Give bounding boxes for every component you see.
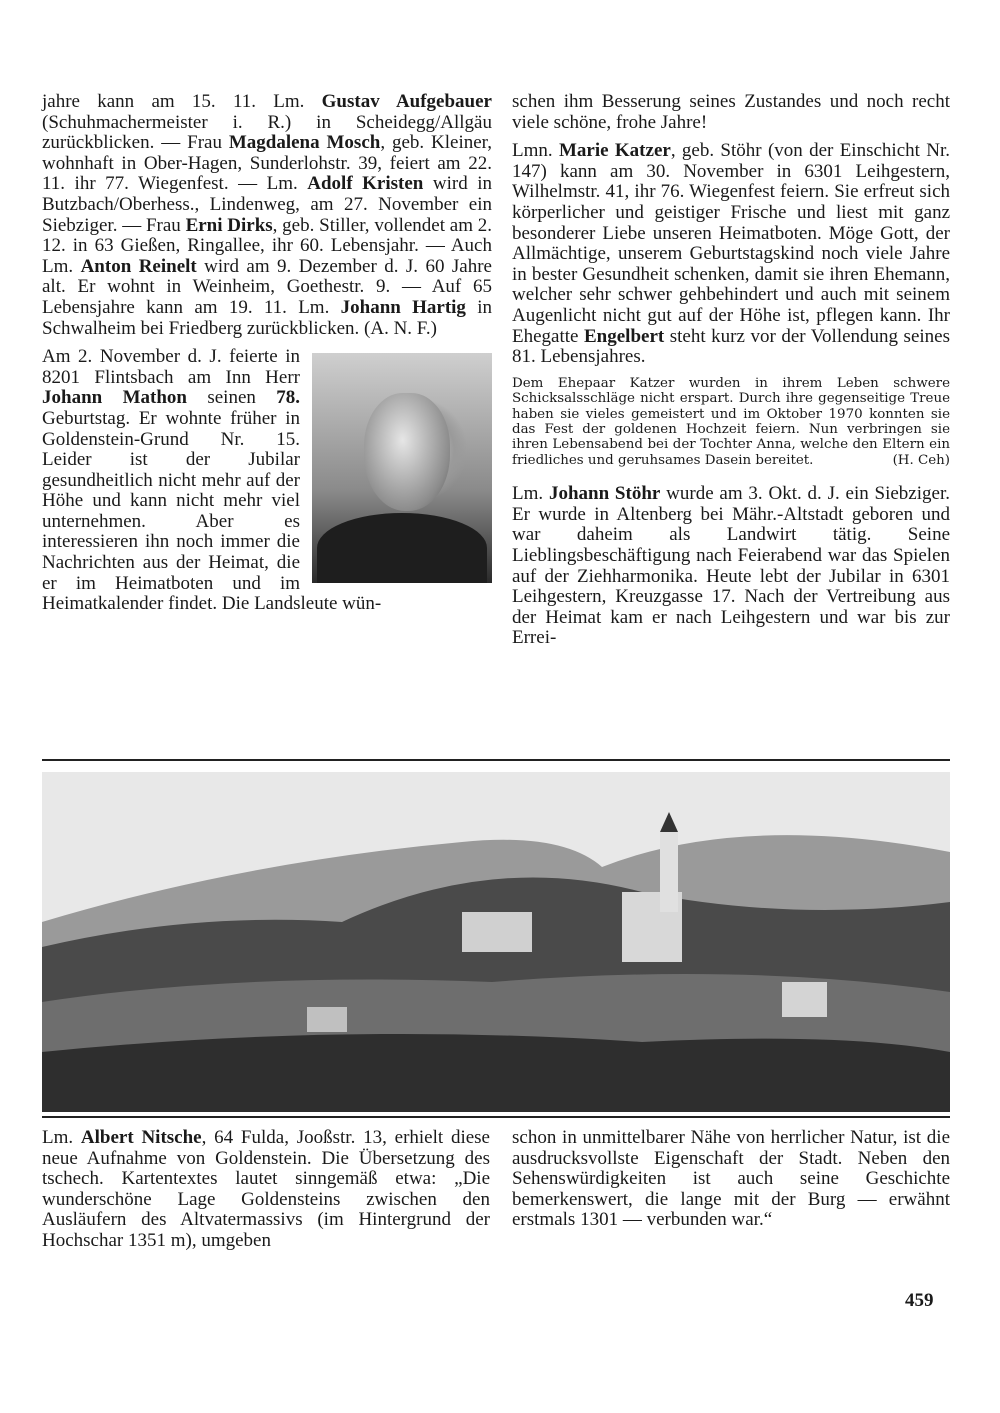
person-name: Johann Hartig <box>340 296 466 318</box>
text-segment: jahre kann am 15. 11. Lm. <box>42 91 322 112</box>
text-segment: wurde am 3. Okt. d. J. ein Siebziger. Er wurde in Altenberg bei Mähr.-Altstadt geboren und war daheim als Landwirt tätig. Seine Lieblingsbeschäftigung nach Feierabend war das Spielen auf der Ziehharmonika. Heute lebt der Jubilar in 6301 Leihgestern, Kreuzgasse 17. Nach der Vertreibung aus der Heimat kam er nach Leihgestern und war bis zur Errei- <box>512 483 950 649</box>
caption-paragraph <box>512 1128 950 1231</box>
article-paragraph <box>512 92 950 133</box>
text-segment: Lmn. <box>512 140 559 162</box>
portrait-photo-johann-mathon <box>312 353 492 583</box>
landscape-photo-goldenstein <box>42 772 950 1112</box>
text-segment: , geb. Stöhr (von der Einschicht Nr. 147) kann am 30. November in 6301 Leihgestern, Wilhelmstr. 41, ihr 76. Wiegenfest feiern. Sie erfreut sich körperlicher und geistiger Frische und liest mit ganz besonderer Liebe unseren Heimatboten. Möge Gott, der Allmächtige, unserem Geburtstagskind noch viele Jahre in bester Gesundheit schenken, damit sie ihren Ehemann, welcher sehr schwer gehbehindert und auch mit seinem Augenlicht nicht gut auf der Höhe ist, pflegen kann. Ihr Ehegatte <box>512 140 950 347</box>
person-name: Johann Mathon <box>42 387 187 409</box>
caption-paragraph <box>42 1128 490 1252</box>
photo-caption-left <box>42 1128 490 1260</box>
text-segment: , geb. Kleiner, wohnhaft in Ober-Hagen, Sunderlohstr. 39, feiert am 22. 11. ihr 77. Wiegenfest. — Lm. <box>42 132 492 195</box>
person-name: Anton Reinelt <box>80 255 197 277</box>
text-segment: steht kurz vor der Vollendung seines 81. Lebensjahres. <box>512 325 950 368</box>
person-name: Adolf Kristen <box>307 173 424 195</box>
person-name: Erni Dirks <box>185 214 273 236</box>
person-name: Johann Stöhr <box>548 483 661 505</box>
person-name: Marie Katzer <box>558 140 671 162</box>
note-text: Dem Ehepaar Katzer wurden in ihrem Leben schwere Schicksalsschläge nicht erspart. Durch ihre gegenseitige Treue haben sie vieles gemeistert und im Oktober 1970 konnten sie das Fest der goldenen Hochzeit feiern. Nun verbringen sie ihren Lebensabend bei der Tochter Anna, welche den Eltern ein friedliches und geruhsames Dasein bereitet. <box>512 375 950 468</box>
right-column <box>512 92 950 657</box>
person-name: Albert Nitsche <box>80 1127 202 1148</box>
text-segment: wird am 9. Dezember d. J. 60 Jahre alt. Er wohnt in Weinheim, Goethestr. 9. — Auf 65 Lebensjahre kann am 19. 11. Lm. <box>42 255 492 318</box>
article-paragraph <box>512 141 950 368</box>
divider-rule <box>42 759 950 761</box>
person-name: 78. <box>276 387 300 409</box>
article-paragraph <box>42 92 492 339</box>
editor-note <box>512 376 950 468</box>
text-segment: Geburtstag. Er wohnte früher in Goldenstein-Grund Nr. 15. Leider ist der Jubilar gesundheitlich nicht mehr auf der Höhe und kann nicht mehr viel unternehmen. Aber es interessieren ihn noch immer die Nachrichten aus der Heimat, die er im Heimatboten und im Heimatkalender findet. Die Landsleute wün- <box>42 407 382 615</box>
text-segment: Lm. <box>512 483 549 505</box>
photo-caption-right <box>512 1128 950 1239</box>
text-segment: Lm. <box>42 1127 81 1148</box>
divider-rule <box>42 1116 950 1118</box>
text-segment: (Schuhmachermeister i. R.) in Scheidegg/Allgäu zurückblicken. — Frau <box>42 111 492 154</box>
person-name: Gustav Aufgebauer <box>321 91 492 112</box>
left-column <box>42 92 492 623</box>
article-paragraph <box>512 484 950 649</box>
text-segment: Am 2. November d. J. feierte in 8201 Flintsbach am Inn Herr <box>42 346 300 388</box>
page-number: 459 <box>905 1290 934 1311</box>
text-segment: , geb. Stiller, vollendet am 2. 12. in 63 Gießen, Ringallee, ihr 60. Lebensjahr. — Auch Lm. <box>42 214 492 277</box>
person-name: Engelbert <box>584 325 665 347</box>
note-signature: (H. Ceh) <box>892 452 950 468</box>
text-segment: seinen <box>186 387 277 409</box>
text-segment: in Schwalheim bei Friedberg zurückblicken. (A. N. F.) <box>42 296 492 339</box>
text-segment: , 64 Fulda, Jooßstr. 13, erhielt diese neue Aufnahme von Goldenstein. Die Übersetzung des tschech. Kartentextes lautet sinngemäß etwa: „Die wunderschöne Lage Goldensteins zwischen den Ausläufern des Altvatermassivs (im Hintergrund der Hochschar 1351 m), umgeben <box>42 1127 490 1251</box>
text-segment: schen ihm Besserung seines Zustandes und noch recht viele schöne, frohe Jahre! <box>512 91 950 133</box>
text-segment: wird in Butzbach/Oberhess., Lindenweg, am 27. November ein Siebziger. — Frau <box>42 173 492 236</box>
text-segment: schon in unmittelbarer Nähe von herrlicher Natur, ist die ausdrucksvollste Eigenschaft der Stadt. Neben den Sehenswürdigkeiten ist auch seine Geschichte bemerkenswert, die lange mit der Burg — erwähnt erstmals 1301 — verbunden war.“ <box>512 1127 950 1231</box>
person-name: Magdalena Mosch <box>228 132 381 154</box>
